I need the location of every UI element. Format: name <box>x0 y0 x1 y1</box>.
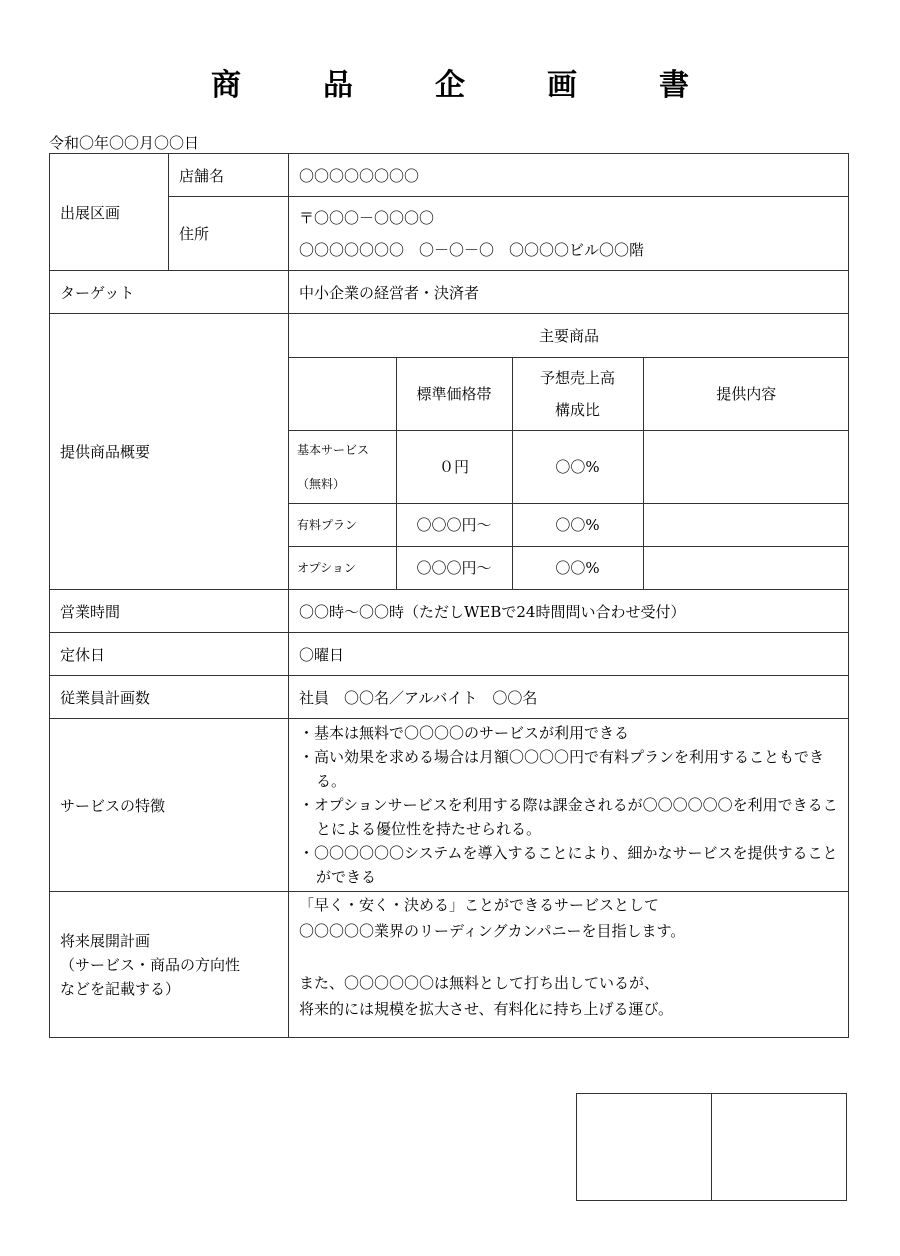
products-label: 提供商品概要 <box>50 314 289 590</box>
future-label-line3: などを記載する） <box>60 979 181 998</box>
address-label: 住所 <box>169 197 289 271</box>
product-name <box>289 430 396 503</box>
product-name: オプション <box>289 546 396 589</box>
product-content <box>643 546 849 589</box>
document-title: 商 品 企 画 書 <box>211 68 715 103</box>
product-content <box>643 503 849 546</box>
hours-value: 〇〇時～〇〇時（ただしWEBで24時間問い合わせ受付） <box>289 590 849 633</box>
table-row <box>289 503 849 546</box>
store-value: 〇〇〇〇〇〇〇〇 <box>289 154 849 197</box>
booth-label: 出展区画 <box>50 154 169 271</box>
holiday-label: 定休日 <box>50 633 289 676</box>
future-label <box>50 892 289 1038</box>
paragraph-gap <box>299 944 838 970</box>
products-table <box>289 314 849 589</box>
document-date: 令和〇年〇〇月〇〇日 <box>49 134 200 152</box>
product-name: 有料プラン <box>289 503 396 546</box>
product-ratio: 〇〇% <box>512 430 643 503</box>
list-item: ・高い効果を求める場合は月額〇〇〇〇円で有料プランを利用することもできる。 <box>299 748 825 790</box>
col-content-header: 提供内容 <box>643 357 849 430</box>
product-name-line1: 基本サービス <box>297 442 370 457</box>
future-cell <box>289 892 849 1038</box>
table-row <box>289 546 849 589</box>
products-cell <box>289 314 849 590</box>
hours-label: 営業時間 <box>50 590 289 633</box>
products-header: 主要商品 <box>289 314 849 357</box>
address-cell <box>289 197 849 271</box>
product-price: 〇〇〇円～ <box>396 503 512 546</box>
product-content <box>643 430 849 503</box>
col-ratio-line2: 構成比 <box>554 400 600 419</box>
postal-code: 〒〇〇〇－〇〇〇〇 <box>299 208 435 227</box>
list-item: ・基本は無料で〇〇〇〇のサービスが利用できる <box>299 724 630 742</box>
store-label: 店舗名 <box>169 154 289 197</box>
future-label-line2: （サービス・商品の方向性 <box>60 955 241 974</box>
future-text-line: 〇〇〇〇〇業界のリーディングカンパニーを目指します。 <box>299 922 686 940</box>
features-cell <box>289 719 849 892</box>
product-ratio: 〇〇% <box>512 503 643 546</box>
future-label-line1: 将来展開計画 <box>60 931 151 950</box>
approval-stamp-box <box>576 1093 847 1201</box>
table-row <box>289 430 849 503</box>
target-value: 中小企業の経営者・決済者 <box>289 271 849 314</box>
target-label: ターゲット <box>50 271 289 314</box>
col-ratio-header <box>512 357 643 430</box>
col-price-header: 標準価格帯 <box>396 357 512 430</box>
future-text-line: また、〇〇〇〇〇〇は無料として打ち出しているが、 <box>299 974 660 992</box>
products-blank-header <box>289 357 396 430</box>
features-label: サービスの特徴 <box>50 719 289 892</box>
product-price: 〇〇〇円～ <box>396 546 512 589</box>
future-text-line: 将来的には規模を拡大させ、有料化に持ち上げる運び。 <box>299 1000 673 1018</box>
product-price: ０円 <box>396 430 512 503</box>
plan-table <box>49 153 849 1038</box>
stamp-cell <box>577 1094 711 1200</box>
col-ratio-line1: 予想売上高 <box>539 368 615 387</box>
product-ratio: 〇〇% <box>512 546 643 589</box>
stamp-cell <box>711 1094 846 1200</box>
holiday-value: 〇曜日 <box>289 633 849 676</box>
list-item: ・〇〇〇〇〇〇システムを導入することにより、細かなサービスを提供することができる <box>299 844 838 886</box>
staff-label: 従業員計画数 <box>50 676 289 719</box>
list-item: ・オプションサービスを利用する際は課金されるが〇〇〇〇〇〇を利用できることによる優位性を持たせられる。 <box>299 796 838 838</box>
address-value: 〇〇〇〇〇〇〇 〇－〇－〇 〇〇〇〇ビル〇〇階 <box>299 240 645 259</box>
staff-value: 社員 〇〇名／アルバイト 〇〇名 <box>289 676 849 719</box>
future-text-line: 「早く・安く・決める」ことができるサービスとして <box>299 896 660 914</box>
product-name-line2: （無料） <box>297 476 346 491</box>
